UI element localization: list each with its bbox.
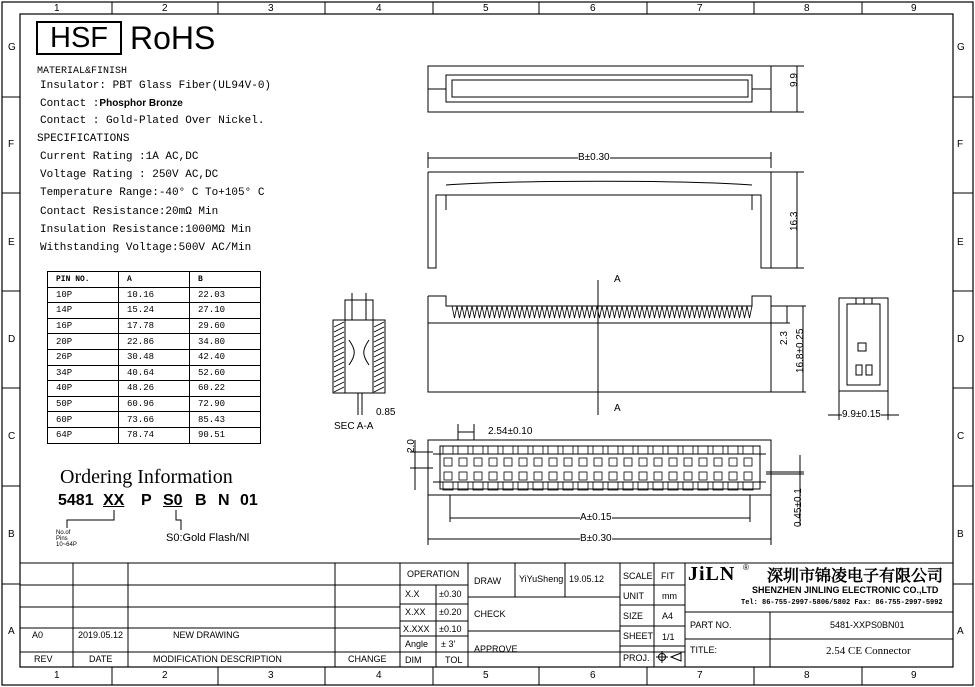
- table-header: PIN NO.: [48, 272, 119, 288]
- tb-mm: mm: [662, 591, 677, 601]
- tb-check: CHECK: [474, 609, 506, 619]
- tb-scale: SCALE: [623, 571, 653, 581]
- grid-col-1: 1: [54, 3, 60, 14]
- grid-row-d-right: D: [957, 334, 965, 345]
- table-header: B: [190, 272, 261, 288]
- rev-header-date: DATE: [89, 654, 113, 664]
- table-cell: 15.24: [119, 303, 190, 319]
- tb-sheet-val: 1/1: [662, 632, 675, 642]
- grid-row-b: B: [8, 529, 15, 540]
- table-cell: 60.22: [190, 381, 261, 397]
- tb-size: SIZE: [623, 611, 644, 621]
- table-cell: 16P: [48, 318, 119, 334]
- order-code-part-2: XX: [103, 492, 125, 509]
- order-code-part-1: 5481: [58, 492, 94, 509]
- table-cell: 14P: [48, 303, 119, 319]
- grid-col-8: 8: [804, 3, 810, 14]
- tb-date: 19.05.12: [569, 574, 605, 584]
- tb-title: 2.54 CE Connector: [826, 645, 911, 657]
- tb-a4: A4: [662, 611, 674, 621]
- grid-row-e-right: E: [957, 237, 964, 248]
- plating-note: S0:Gold Flash/Nl: [166, 532, 250, 544]
- table-cell: 27.10: [190, 303, 261, 319]
- tb-draw: DRAW: [474, 576, 502, 586]
- grid-row-a-right: A: [957, 626, 964, 637]
- dim-end-width: 9.9±0.15: [842, 409, 881, 420]
- table-cell: 34.80: [190, 334, 261, 350]
- order-code-part-4: S0: [163, 492, 183, 509]
- rev-row-date: 2019.05.12: [78, 630, 124, 640]
- grid-row-f-right: F: [957, 139, 964, 150]
- table-cell: 48.26: [119, 381, 190, 397]
- table-cell: 30.48: [119, 349, 190, 365]
- table-cell: 78.74: [119, 427, 190, 443]
- projection-symbol-icon: [656, 650, 682, 664]
- tb-operation: OPERATION: [407, 569, 460, 579]
- table-cell: 50P: [48, 396, 119, 412]
- tb-tol-val-2: ±0.20: [439, 607, 462, 617]
- section-mark-top: A: [614, 274, 621, 285]
- grid-row-e: E: [8, 237, 15, 248]
- dim-height-front: 16.3: [789, 211, 800, 231]
- tb-tol-val-4: ± 3': [441, 639, 456, 649]
- grid-row-b-right: B: [957, 529, 964, 540]
- grid-col-9-bottom: 9: [911, 670, 917, 681]
- section-label: SEC A-A: [334, 421, 374, 432]
- grid-row-d: D: [8, 334, 16, 345]
- tb-tol-dim-4: Angle: [405, 639, 429, 649]
- order-code-part-6: N: [218, 492, 230, 509]
- grid-col-2-bottom: 2: [162, 670, 168, 681]
- table-cell: 90.51: [190, 427, 261, 443]
- rev-row-rev: A0: [32, 630, 44, 640]
- dim-pitch: 2.54±0.10: [488, 426, 533, 437]
- grid-row-c-right: C: [957, 431, 965, 442]
- grid-row-g: G: [8, 42, 16, 53]
- table-cell: 34P: [48, 365, 119, 381]
- table-cell: 26P: [48, 349, 119, 365]
- table-cell: 22.86: [119, 334, 190, 350]
- table-cell: 60.96: [119, 396, 190, 412]
- tb-fit: FIT: [661, 571, 675, 581]
- pins-note-line: 10~64P: [56, 542, 77, 548]
- table-cell: 72.90: [190, 396, 261, 412]
- dim-a: A±0.15: [580, 512, 612, 523]
- table-cell: 85.43: [190, 412, 261, 428]
- grid-col-6-bottom: 6: [590, 670, 596, 681]
- insulator-text: Insulator: PBT Glass Fiber(UL94V-0): [40, 80, 272, 92]
- rohs-logo: RoHS: [130, 20, 216, 56]
- grid-col-4: 4: [376, 3, 382, 14]
- hsf-logo: HSF: [36, 21, 122, 55]
- rev-row-desc: NEW DRAWING: [173, 630, 240, 640]
- table-cell: 29.60: [190, 318, 261, 334]
- order-code-part-3: P: [141, 492, 152, 509]
- insulation-resistance: Insulation Resistance:1000MΩ Min: [40, 224, 252, 236]
- contact-resistance: Contact Resistance:20mΩ Min: [40, 206, 219, 218]
- ordering-title: Ordering Information: [60, 466, 233, 488]
- tb-part-no: 5481-XXPS0BN01: [830, 620, 905, 630]
- table-cell: 64P: [48, 427, 119, 443]
- tb-tol-val-3: ±0.10: [439, 624, 462, 634]
- pins-note-line: Pins: [56, 536, 68, 542]
- table-cell: 22.03: [190, 287, 261, 303]
- current-rating: Current Rating :1A AC,DC: [40, 151, 199, 163]
- table-cell: 10P: [48, 287, 119, 303]
- order-code-part-7: 01: [240, 492, 258, 509]
- company-name-en: SHENZHEN JINLING ELECTRONIC CO.,LTD: [752, 585, 939, 595]
- temperature-range: Temperature Range:-40° C To+105° C: [40, 187, 265, 199]
- tb-sheet: SHEET: [623, 631, 654, 641]
- contact-material: Phosphor Bronze: [99, 98, 183, 109]
- table-cell: 40P: [48, 381, 119, 397]
- table-cell: 73.66: [119, 412, 190, 428]
- grid-row-g-right: G: [957, 42, 965, 53]
- tb-tol-dim-1: X.X: [405, 589, 420, 599]
- order-code-part-5: B: [195, 492, 207, 509]
- grid-col-9: 9: [911, 3, 917, 14]
- grid-col-3: 3: [268, 3, 274, 14]
- table-cell: 42.40: [190, 349, 261, 365]
- table-cell: 20P: [48, 334, 119, 350]
- grid-col-2: 2: [162, 3, 168, 14]
- company-logo: JiLN: [688, 563, 736, 585]
- dim-thickness: 0.45±0.1: [793, 488, 804, 527]
- registered-mark-icon: ®: [743, 563, 749, 572]
- grid-col-6: 6: [590, 3, 596, 14]
- rev-header-desc: MODIFICATION DESCRIPTION: [153, 654, 282, 664]
- grid-col-7: 7: [697, 3, 703, 14]
- material-heading: MATERIAL&FINISH: [37, 66, 128, 77]
- table-cell: 52.60: [190, 365, 261, 381]
- rev-header-rev: REV: [34, 654, 53, 664]
- company-tel: Tel: 86-755-2997-5806/5802 Fax: 86-755-2997-5992: [741, 599, 943, 607]
- specs-heading: SPECIFICATIONS: [37, 133, 130, 145]
- contact-label: Contact :: [40, 98, 100, 110]
- tb-tol-dim-2: X.XX: [405, 607, 426, 617]
- grid-col-4-bottom: 4: [376, 670, 382, 681]
- table-header: A: [119, 272, 190, 288]
- tb-part-no-label: PART NO.: [690, 620, 732, 630]
- tb-tol: TOL: [445, 655, 463, 665]
- table-cell: 40.64: [119, 365, 190, 381]
- tb-unit: UNIT: [623, 591, 644, 601]
- dim-16-8: 16.8±0.25: [795, 328, 806, 373]
- tb-approve: APPROVE: [474, 644, 518, 654]
- tb-tol-dim-3: X.XXX: [403, 624, 430, 634]
- grid-col-1-bottom: 1: [54, 670, 60, 681]
- grid-col-5-bottom: 5: [483, 670, 489, 681]
- withstanding-voltage: Withstanding Voltage:500V AC/Min: [40, 242, 252, 254]
- tb-dim: DIM: [405, 655, 422, 665]
- table-cell: 17.78: [119, 318, 190, 334]
- tb-drawer: YiYuSheng: [519, 574, 564, 584]
- contact-finish: Contact : Gold-Plated Over Nickel.: [40, 115, 265, 127]
- company-name-cn: 深圳市锦凌电子有限公司: [767, 566, 944, 585]
- grid-col-5: 5: [483, 3, 489, 14]
- tb-proj: PROJ.: [623, 653, 650, 663]
- table-cell: 60P: [48, 412, 119, 428]
- grid-row-c: C: [8, 431, 16, 442]
- pins-note-line: No.of: [56, 530, 71, 536]
- dim-row-pitch: 2.0: [406, 439, 417, 453]
- tb-title-label: TITLE:: [690, 645, 718, 655]
- dim-height-top: 9.9: [789, 73, 800, 87]
- grid-col-7-bottom: 7: [697, 670, 703, 681]
- grid-col-3-bottom: 3: [268, 670, 274, 681]
- rev-header-change: CHANGE: [348, 654, 387, 664]
- tb-tol-val-1: ±0.30: [439, 589, 462, 599]
- section-mark-bottom: A: [614, 403, 621, 414]
- table-cell: 10.16: [119, 287, 190, 303]
- grid-col-8-bottom: 8: [804, 670, 810, 681]
- dim-width-b: B±0.30: [578, 152, 610, 163]
- dim-section-085: 0.85: [376, 407, 396, 418]
- grid-row-a: A: [8, 626, 15, 637]
- grid-row-f: F: [8, 139, 15, 150]
- voltage-rating: Voltage Rating : 250V AC,DC: [40, 169, 219, 181]
- dim-b-bottom: B±0.30: [580, 533, 612, 544]
- dim-2-3: 2.3: [779, 331, 790, 345]
